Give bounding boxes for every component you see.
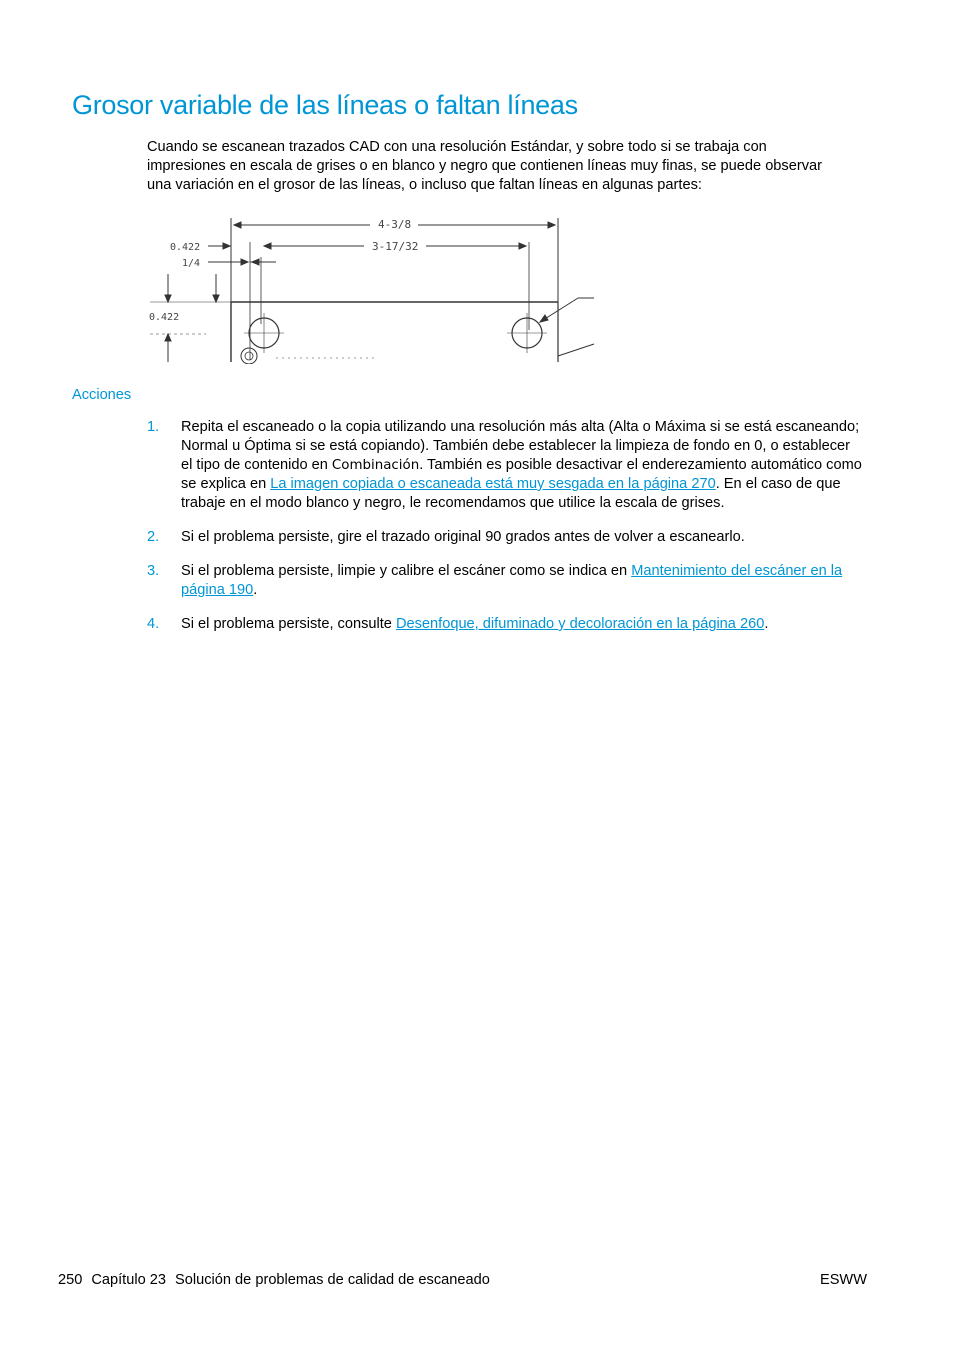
step-text: . [253,582,258,598]
step-text: Si el problema persiste, limpie y calibre el escáner como se indica en [181,563,632,579]
footer-locale: ESWW [819,1272,867,1288]
arrow-head [165,295,171,302]
arrow-head [234,222,241,228]
content-type-term: Combinación [331,458,420,473]
dim-left-2-label: 1/4 [182,258,201,269]
edge-chamfer [558,344,594,356]
step-item [147,418,862,513]
step-number: 3. [147,563,160,579]
step-item [147,528,862,547]
dim-left-3-label: 0.422 [149,312,180,323]
step-number: 2. [147,529,160,545]
step-text: Si el problema persiste, gire el trazado original 90 grados antes de volver a escanearlo. [181,529,745,545]
arrow-head [213,295,219,302]
dim-second-label: 3-17/32 [372,240,419,253]
step-number: 4. [147,616,160,632]
skewed-image-link[interactable]: La imagen copiada o escaneada está muy sesgada en la página 270 [270,476,716,492]
arrow-head [165,334,171,341]
cad-drawing-figure [146,212,598,364]
arrow-head [264,243,271,249]
cad-drawing [146,212,598,364]
page-title: Grosor variable de las líneas o faltan líneas [72,90,578,120]
step-item [147,615,862,634]
blur-link[interactable]: Desenfoque, difuminado y decoloración en la página 260 [395,616,765,632]
dim-top-label: 4-3/8 [378,218,412,231]
chapter-label: Capítulo 23 [91,1272,167,1288]
arrow-head [548,222,555,228]
step-item [147,562,862,600]
arrow-head [223,243,230,249]
chapter-title: Solución de problemas de calidad de escaneado [175,1272,490,1288]
step-text: . En el caso de que trabaje en el modo blanco y negro, le recomendamos que utilice la escala de grises. [181,476,841,511]
arrow-head [540,315,548,322]
intro-paragraph: Cuando se escanean trazados CAD con una resolución Estándar, y sobre todo si se trabaja con impresiones en escala de grises o en blanco y negro que contienen líneas muy finas, se puede observar una variación en el grosor de las líneas, o incluso que faltan líneas en algunas partes: [147,139,822,193]
step-text: Repita el escaneado o la copia utilizando una resolución más alta (Alta o Máxima si se está escaneando; Normal u Óptima si se está copiando). También debe establecer la limpieza de fondo en 0, o establecer el tipo de contenido en [181,419,860,473]
scanner-maintenance-link[interactable]: Mantenimiento del escáner en la página 190 [181,563,843,598]
steps-list [147,418,862,649]
step-number: 1. [147,419,160,435]
step-text: . [764,616,769,632]
dim-left-1-label: 0.422 [170,242,201,253]
arrow-head [241,259,248,265]
step-text: . También es posible desactivar el enderezamiento automático como se explica en [181,457,862,492]
step-text: Si el problema persiste, consulte [181,616,396,632]
arrow-head [252,259,259,265]
hole-small-inner [245,352,253,360]
hole-small [241,348,257,364]
page-number: 250 [58,1272,83,1288]
actions-heading: Acciones [72,387,132,403]
arrow-head [519,243,526,249]
page-footer [58,1272,490,1288]
